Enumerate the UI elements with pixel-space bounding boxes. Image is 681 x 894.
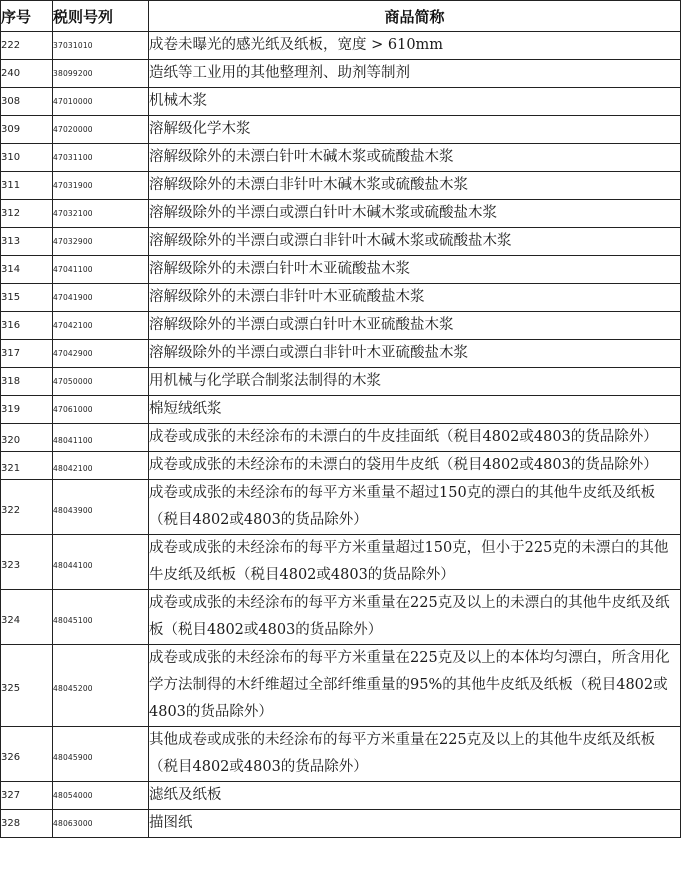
row-code: 47020000 [53, 116, 149, 144]
row-name: 溶解级除外的未漂白针叶木亚硫酸盐木浆 [149, 256, 681, 284]
row-code: 48044100 [53, 535, 149, 590]
row-code: 47061000 [53, 396, 149, 424]
row-seq: 325 [1, 645, 53, 727]
table-row [1, 256, 681, 284]
row-name: 溶解级除外的未漂白非针叶木碱木浆或硫酸盐木浆 [149, 172, 681, 200]
header-name: 商品简称 [149, 1, 681, 32]
table-row [1, 782, 681, 810]
table-row [1, 228, 681, 256]
table-row [1, 340, 681, 368]
row-name: 溶解级除外的未漂白非针叶木亚硫酸盐木浆 [149, 284, 681, 312]
row-name: 描图纸 [149, 810, 681, 838]
row-seq: 326 [1, 727, 53, 782]
row-seq: 321 [1, 452, 53, 480]
table-body [1, 32, 681, 838]
row-name: 成卷未曝光的感光纸及纸板，宽度 > 610mm [149, 32, 681, 60]
row-name: 成卷或成张的未经涂布的每平方米重量不超过150克的漂白的其他牛皮纸及纸板（税目4802或4803的货品除外） [149, 480, 681, 535]
row-code: 37031010 [53, 32, 149, 60]
table-row [1, 452, 681, 480]
table-row [1, 88, 681, 116]
row-code: 48045200 [53, 645, 149, 727]
row-name: 溶解级除外的未漂白针叶木碱木浆或硫酸盐木浆 [149, 144, 681, 172]
row-seq: 310 [1, 144, 53, 172]
row-name: 造纸等工业用的其他整理剂、助剂等制剂 [149, 60, 681, 88]
row-code: 47042100 [53, 312, 149, 340]
table-row [1, 480, 681, 535]
row-code: 48045100 [53, 590, 149, 645]
row-seq: 312 [1, 200, 53, 228]
row-name: 成卷或成张的未经涂布的每平方米重量在225克及以上的本体均匀漂白，所含用化学方法制得的木纤维超过全部纤维重量的95%的其他牛皮纸及纸板（税目4802或4803的货品除外） [149, 645, 681, 727]
header-seq: 序号 [1, 1, 53, 32]
row-seq: 313 [1, 228, 53, 256]
row-seq: 311 [1, 172, 53, 200]
row-seq: 314 [1, 256, 53, 284]
row-seq: 322 [1, 480, 53, 535]
row-name: 溶解级除外的半漂白或漂白针叶木碱木浆或硫酸盐木浆 [149, 200, 681, 228]
table-row [1, 535, 681, 590]
table-row [1, 727, 681, 782]
table-row [1, 810, 681, 838]
table-row [1, 144, 681, 172]
row-seq: 317 [1, 340, 53, 368]
table-row [1, 284, 681, 312]
row-seq: 327 [1, 782, 53, 810]
row-seq: 320 [1, 424, 53, 452]
row-name: 成卷或成张的未经涂布的未漂白的袋用牛皮纸（税目4802或4803的货品除外） [149, 452, 681, 480]
row-seq: 240 [1, 60, 53, 88]
row-name: 成卷或成张的未经涂布的每平方米重量在225克及以上的未漂白的其他牛皮纸及纸板（税目4802或4803的货品除外） [149, 590, 681, 645]
table-row [1, 312, 681, 340]
table-row [1, 200, 681, 228]
row-code: 47041900 [53, 284, 149, 312]
row-name: 机械木浆 [149, 88, 681, 116]
row-name: 溶解级除外的半漂白或漂白非针叶木碱木浆或硫酸盐木浆 [149, 228, 681, 256]
row-seq: 316 [1, 312, 53, 340]
row-seq: 319 [1, 396, 53, 424]
row-code: 47050000 [53, 368, 149, 396]
row-seq: 222 [1, 32, 53, 60]
row-code: 47031100 [53, 144, 149, 172]
row-code: 47032900 [53, 228, 149, 256]
row-code: 48041100 [53, 424, 149, 452]
row-seq: 309 [1, 116, 53, 144]
row-seq: 323 [1, 535, 53, 590]
row-name: 滤纸及纸板 [149, 782, 681, 810]
row-code: 38099200 [53, 60, 149, 88]
row-seq: 318 [1, 368, 53, 396]
table-row [1, 32, 681, 60]
row-name: 溶解级除外的半漂白或漂白针叶木亚硫酸盐木浆 [149, 312, 681, 340]
row-seq: 308 [1, 88, 53, 116]
table-row [1, 172, 681, 200]
row-seq: 328 [1, 810, 53, 838]
row-seq: 324 [1, 590, 53, 645]
table-row [1, 60, 681, 88]
table-row [1, 368, 681, 396]
table-row [1, 424, 681, 452]
row-name: 用机械与化学联合制浆法制得的木浆 [149, 368, 681, 396]
row-code: 47031900 [53, 172, 149, 200]
table-row [1, 645, 681, 727]
row-seq: 315 [1, 284, 53, 312]
row-code: 47010000 [53, 88, 149, 116]
row-code: 48063000 [53, 810, 149, 838]
row-name: 成卷或成张的未经涂布的每平方米重量超过150克，但小于225克的未漂白的其他牛皮纸及纸板（税目4802或4803的货品除外） [149, 535, 681, 590]
header-row [1, 1, 681, 32]
row-code: 48045900 [53, 727, 149, 782]
row-name: 棉短绒纸浆 [149, 396, 681, 424]
row-name: 成卷或成张的未经涂布的未漂白的牛皮挂面纸（税目4802或4803的货品除外） [149, 424, 681, 452]
table-row [1, 396, 681, 424]
header-code: 税则号列 [53, 1, 149, 32]
table-row [1, 116, 681, 144]
row-code: 48054000 [53, 782, 149, 810]
row-name: 溶解级除外的半漂白或漂白非针叶木亚硫酸盐木浆 [149, 340, 681, 368]
table-row [1, 590, 681, 645]
row-code: 47041100 [53, 256, 149, 284]
row-code: 47042900 [53, 340, 149, 368]
row-name: 溶解级化学木浆 [149, 116, 681, 144]
row-code: 48043900 [53, 480, 149, 535]
row-name: 其他成卷或成张的未经涂布的每平方米重量在225克及以上的其他牛皮纸及纸板（税目4802或4803的货品除外） [149, 727, 681, 782]
row-code: 47032100 [53, 200, 149, 228]
row-code: 48042100 [53, 452, 149, 480]
